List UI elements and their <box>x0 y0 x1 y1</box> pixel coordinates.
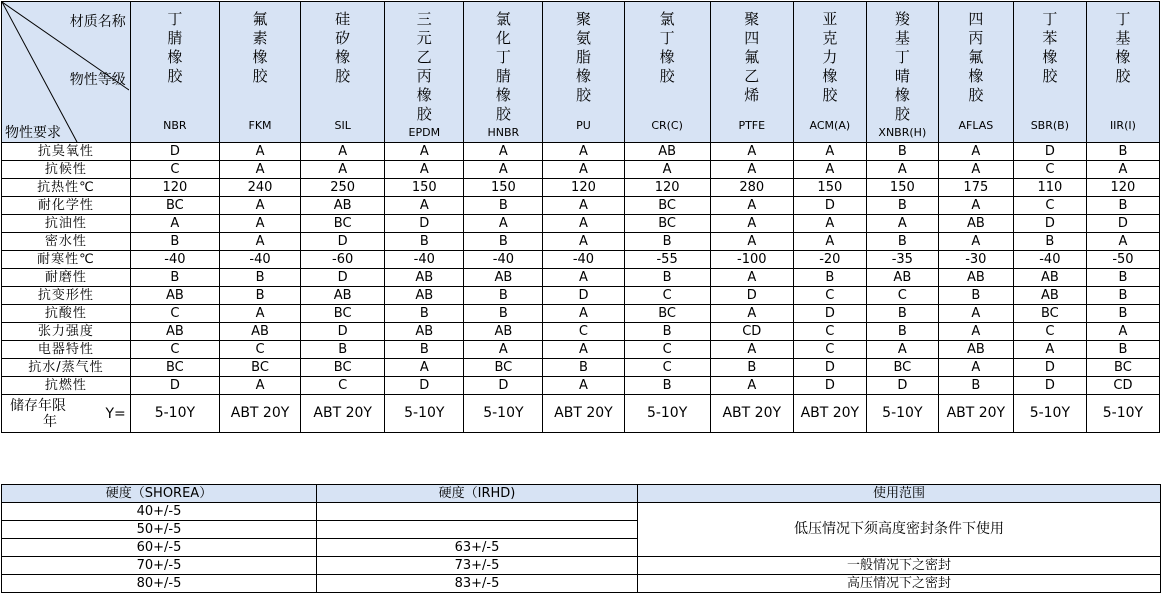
usage-cell-high-pressure: 高压情况下之密封 <box>638 575 1161 593</box>
property-value-cell: 240 <box>219 179 300 197</box>
property-value-cell: -40 <box>464 251 543 269</box>
property-value-cell: C <box>624 341 710 359</box>
property-value-cell: A <box>301 161 385 179</box>
property-value-cell: A <box>1086 161 1159 179</box>
property-value-cell: B <box>130 269 219 287</box>
property-value-cell: B <box>710 359 793 377</box>
property-label: 抗酸性 <box>2 305 131 323</box>
property-value-cell: B <box>385 341 464 359</box>
property-label: 张力强度 <box>2 323 131 341</box>
property-value-cell: A <box>464 341 543 359</box>
irhd-cell: 73+/-5 <box>317 557 638 575</box>
property-value-cell: A <box>1086 233 1159 251</box>
property-value-cell: D <box>1013 377 1086 395</box>
property-value-cell: B <box>301 341 385 359</box>
material-code: ACM(A) <box>809 119 851 132</box>
property-value-cell: B <box>464 305 543 323</box>
material-code: HNBR <box>487 126 520 139</box>
header-shore-hardness: 硬度（SHOREA） <box>2 485 317 503</box>
property-value-cell: -40 <box>543 251 624 269</box>
storage-value-cell: ABT 20Y <box>938 395 1013 433</box>
property-row <box>2 143 1160 161</box>
shore-cell: 40+/-5 <box>2 503 317 521</box>
property-value-cell: D <box>710 287 793 305</box>
irhd-cell: 83+/-5 <box>317 575 638 593</box>
property-value-cell: 110 <box>1013 179 1086 197</box>
irhd-cell <box>317 503 638 521</box>
property-row <box>2 323 1160 341</box>
material-name: 聚氨脂橡胶 <box>575 10 591 104</box>
property-value-cell: B <box>464 197 543 215</box>
storage-value-cell: ABT 20Y <box>219 395 300 433</box>
storage-value-cell: 5-10Y <box>464 395 543 433</box>
property-value-cell: AB <box>385 287 464 305</box>
material-code: SIL <box>334 119 351 132</box>
material-properties-table <box>1 1 1160 433</box>
material-code: CR(C) <box>651 119 683 132</box>
property-value-cell: B <box>464 287 543 305</box>
property-value-cell: D <box>130 377 219 395</box>
material-name: 丁基橡胶 <box>1115 10 1131 85</box>
property-value-cell: A <box>219 143 300 161</box>
property-value-cell: 150 <box>866 179 938 197</box>
material-header-aflas <box>938 2 1013 143</box>
property-label: 抗候性 <box>2 161 131 179</box>
property-value-cell: BC <box>624 215 710 233</box>
property-value-cell: A <box>624 161 710 179</box>
material-code: IIR(I) <box>1109 119 1136 132</box>
property-value-cell: B <box>385 305 464 323</box>
property-value-cell: A <box>385 197 464 215</box>
property-value-cell: C <box>1013 161 1086 179</box>
property-value-cell: B <box>866 233 938 251</box>
material-name: 羧基丁晴橡胶 <box>894 10 910 123</box>
material-code: NBR <box>163 119 187 132</box>
storage-value-cell: ABT 20Y <box>793 395 866 433</box>
material-header-fkm <box>219 2 300 143</box>
property-row <box>2 377 1160 395</box>
property-value-cell: CD <box>1086 377 1159 395</box>
property-value-cell: 150 <box>793 179 866 197</box>
property-value-cell: AB <box>1013 269 1086 287</box>
property-value-cell: B <box>793 269 866 287</box>
usage-cell-low-pressure: 低压情况下须高度密封条件下使用 <box>638 503 1161 557</box>
material-header-pu <box>543 2 624 143</box>
property-value-cell: B <box>130 233 219 251</box>
property-value-cell: A <box>866 341 938 359</box>
property-row <box>2 197 1160 215</box>
property-row <box>2 287 1160 305</box>
storage-label-left: 储存年限 年 <box>10 397 66 430</box>
property-row <box>2 179 1160 197</box>
property-value-cell: A <box>543 233 624 251</box>
property-value-cell: A <box>543 341 624 359</box>
property-value-cell: A <box>464 161 543 179</box>
material-header-ptfe <box>710 2 793 143</box>
material-header-nbr <box>130 2 219 143</box>
material-name: 硅矽橡胶 <box>335 10 351 85</box>
property-value-cell: A <box>710 305 793 323</box>
property-value-cell: AB <box>464 323 543 341</box>
property-value-cell: B <box>938 377 1013 395</box>
property-value-cell: -60 <box>301 251 385 269</box>
storage-value-cell: 5-10Y <box>866 395 938 433</box>
property-label: 耐化学性 <box>2 197 131 215</box>
property-row <box>2 161 1160 179</box>
corner-header-cell <box>2 2 131 143</box>
property-value-cell: A <box>219 305 300 323</box>
property-value-cell: A <box>710 377 793 395</box>
material-code: EPDM <box>408 126 441 139</box>
material-code: AFLAS <box>958 119 994 132</box>
property-value-cell: B <box>1086 287 1159 305</box>
property-label: 抗油性 <box>2 215 131 233</box>
property-value-cell: AB <box>385 323 464 341</box>
property-value-cell: A <box>543 377 624 395</box>
shore-cell: 60+/-5 <box>2 539 317 557</box>
property-label: 抗水/蒸气性 <box>2 359 131 377</box>
property-value-cell: B <box>464 233 543 251</box>
property-value-cell: B <box>866 305 938 323</box>
material-header-sbrb <box>1013 2 1086 143</box>
property-value-cell: -40 <box>219 251 300 269</box>
property-value-cell: A <box>938 233 1013 251</box>
property-value-cell: B <box>1086 269 1159 287</box>
irhd-cell <box>317 521 638 539</box>
property-value-cell: D <box>464 377 543 395</box>
property-row <box>2 341 1160 359</box>
property-value-cell: B <box>866 323 938 341</box>
property-value-cell: B <box>624 233 710 251</box>
property-value-cell: BC <box>1086 359 1159 377</box>
property-value-cell: C <box>1013 197 1086 215</box>
property-value-cell: BC <box>130 359 219 377</box>
property-value-cell: -40 <box>385 251 464 269</box>
property-value-cell: A <box>938 197 1013 215</box>
property-value-cell: D <box>385 215 464 233</box>
property-value-cell: B <box>1086 341 1159 359</box>
property-label: 抗热性℃ <box>2 179 131 197</box>
storage-value-cell: 5-10Y <box>1013 395 1086 433</box>
storage-value-cell: 5-10Y <box>385 395 464 433</box>
property-value-cell: A <box>710 143 793 161</box>
material-code: PU <box>576 119 591 132</box>
property-value-cell: C <box>793 341 866 359</box>
property-value-cell: A <box>543 269 624 287</box>
property-value-cell: BC <box>219 359 300 377</box>
material-header-xnbrh <box>866 2 938 143</box>
property-row <box>2 215 1160 233</box>
property-value-cell: C <box>219 341 300 359</box>
property-value-cell: A <box>543 143 624 161</box>
property-value-cell: A <box>543 161 624 179</box>
property-value-cell: BC <box>301 359 385 377</box>
property-value-cell: A <box>543 197 624 215</box>
property-value-cell: BC <box>866 359 938 377</box>
property-value-cell: AB <box>464 269 543 287</box>
property-value-cell: AB <box>1013 287 1086 305</box>
property-value-cell: AB <box>624 143 710 161</box>
shore-cell: 50+/-5 <box>2 521 317 539</box>
property-value-cell: A <box>543 305 624 323</box>
property-row <box>2 269 1160 287</box>
property-value-cell: D <box>1086 215 1159 233</box>
property-value-cell: 120 <box>543 179 624 197</box>
property-value-cell: D <box>866 377 938 395</box>
property-value-cell: C <box>793 323 866 341</box>
property-value-cell: CD <box>710 323 793 341</box>
property-value-cell: C <box>301 377 385 395</box>
property-value-cell: D <box>793 377 866 395</box>
property-value-cell: C <box>543 323 624 341</box>
property-value-cell: AB <box>938 215 1013 233</box>
material-header-sil <box>301 2 385 143</box>
property-value-cell: A <box>385 161 464 179</box>
property-value-cell: C <box>793 287 866 305</box>
property-value-cell: A <box>710 269 793 287</box>
property-label: 抗变形性 <box>2 287 131 305</box>
property-value-cell: 120 <box>624 179 710 197</box>
property-row <box>2 305 1160 323</box>
property-value-cell: -50 <box>1086 251 1159 269</box>
corner-property-requirement-label: 物性要求 <box>5 125 61 141</box>
property-value-cell: D <box>793 197 866 215</box>
property-value-cell: A <box>219 377 300 395</box>
property-value-cell: A <box>219 161 300 179</box>
property-value-cell: AB <box>301 287 385 305</box>
shore-cell: 70+/-5 <box>2 557 317 575</box>
property-value-cell: A <box>301 143 385 161</box>
property-value-cell: B <box>543 359 624 377</box>
property-value-cell: 150 <box>385 179 464 197</box>
property-value-cell: C <box>1013 323 1086 341</box>
property-value-cell: A <box>938 359 1013 377</box>
property-value-cell: B <box>866 197 938 215</box>
property-value-cell: AB <box>866 269 938 287</box>
material-name: 氟素橡胶 <box>252 10 268 85</box>
property-value-cell: A <box>710 341 793 359</box>
material-code: XNBR(H) <box>878 126 927 139</box>
material-name: 丁腈橡胶 <box>167 10 183 85</box>
property-value-cell: A <box>1086 323 1159 341</box>
material-name: 丁苯橡胶 <box>1042 10 1058 85</box>
irhd-cell: 63+/-5 <box>317 539 638 557</box>
property-label: 耐寒性℃ <box>2 251 131 269</box>
property-label: 抗燃性 <box>2 377 131 395</box>
property-value-cell: 175 <box>938 179 1013 197</box>
storage-value-cell: ABT 20Y <box>301 395 385 433</box>
property-value-cell: B <box>1086 305 1159 323</box>
property-value-cell: A <box>385 143 464 161</box>
property-value-cell: 120 <box>1086 179 1159 197</box>
property-value-cell: 250 <box>301 179 385 197</box>
corner-property-grade-label: 物性等级 <box>69 72 126 88</box>
property-label: 耐磨性 <box>2 269 131 287</box>
property-value-cell: D <box>793 359 866 377</box>
property-value-cell: -100 <box>710 251 793 269</box>
property-value-cell: B <box>1013 233 1086 251</box>
material-header-hnbr <box>464 2 543 143</box>
property-value-cell: BC <box>624 197 710 215</box>
property-value-cell: 150 <box>464 179 543 197</box>
property-value-cell: D <box>301 269 385 287</box>
material-code: FKM <box>248 119 272 132</box>
property-value-cell: A <box>710 197 793 215</box>
property-value-cell: A <box>793 143 866 161</box>
property-value-cell: BC <box>301 215 385 233</box>
property-row <box>2 359 1160 377</box>
property-value-cell: D <box>1013 359 1086 377</box>
property-value-cell: B <box>938 287 1013 305</box>
property-value-cell: BC <box>1013 305 1086 323</box>
property-label: 电器特性 <box>2 341 131 359</box>
property-value-cell: 280 <box>710 179 793 197</box>
storage-value-cell: 5-10Y <box>130 395 219 433</box>
property-value-cell: BC <box>130 197 219 215</box>
property-value-cell: D <box>1013 215 1086 233</box>
storage-label-right: Y= <box>105 405 126 422</box>
property-value-cell: B <box>219 269 300 287</box>
property-value-cell: AB <box>130 287 219 305</box>
property-value-cell: A <box>543 215 624 233</box>
property-value-cell: -40 <box>1013 251 1086 269</box>
property-value-cell: A <box>710 161 793 179</box>
material-header-iiri <box>1086 2 1159 143</box>
usage-cell-general: 一般情况下之密封 <box>638 557 1161 575</box>
property-value-cell: -40 <box>130 251 219 269</box>
storage-value-cell: 5-10Y <box>624 395 710 433</box>
property-value-cell: B <box>385 233 464 251</box>
storage-value-cell: ABT 20Y <box>710 395 793 433</box>
property-value-cell: D <box>543 287 624 305</box>
header-usage-range: 使用范围 <box>638 485 1161 503</box>
property-value-cell: A <box>464 143 543 161</box>
property-value-cell: A <box>710 233 793 251</box>
property-value-cell: A <box>219 197 300 215</box>
property-value-cell: AB <box>219 323 300 341</box>
property-value-cell: A <box>793 215 866 233</box>
property-value-cell: AB <box>938 269 1013 287</box>
material-header-crc <box>624 2 710 143</box>
property-value-cell: B <box>624 323 710 341</box>
property-value-cell: B <box>1086 143 1159 161</box>
material-code: SBR(B) <box>1030 119 1070 132</box>
property-value-cell: AB <box>938 341 1013 359</box>
property-value-cell: AB <box>385 269 464 287</box>
property-value-cell: D <box>385 377 464 395</box>
property-value-cell: 120 <box>130 179 219 197</box>
material-name: 亚克力橡胶 <box>822 10 838 104</box>
property-value-cell: A <box>130 215 219 233</box>
property-value-cell: A <box>938 305 1013 323</box>
storage-label-cell <box>2 395 131 433</box>
storage-value-cell: 5-10Y <box>1086 395 1159 433</box>
property-value-cell: D <box>301 323 385 341</box>
material-name: 三元乙丙橡胶 <box>416 10 432 123</box>
property-value-cell: C <box>130 161 219 179</box>
material-code: PTFE <box>738 119 766 132</box>
corner-material-name-label: 材质名称 <box>69 14 126 30</box>
property-value-cell: BC <box>464 359 543 377</box>
property-value-cell: -35 <box>866 251 938 269</box>
property-value-cell: C <box>624 359 710 377</box>
property-value-cell: -30 <box>938 251 1013 269</box>
property-value-cell: B <box>866 143 938 161</box>
material-header-acma <box>793 2 866 143</box>
property-value-cell: BC <box>301 305 385 323</box>
property-value-cell: A <box>938 161 1013 179</box>
shore-cell: 80+/-5 <box>2 575 317 593</box>
property-value-cell: A <box>219 215 300 233</box>
property-value-cell: A <box>710 215 793 233</box>
property-value-cell: D <box>793 305 866 323</box>
material-name: 聚四氟乙烯 <box>744 10 760 104</box>
property-value-cell: A <box>793 233 866 251</box>
property-value-cell: B <box>624 269 710 287</box>
property-value-cell: -20 <box>793 251 866 269</box>
material-name: 氯丁橡胶 <box>659 10 675 85</box>
property-value-cell: A <box>866 161 938 179</box>
property-value-cell: B <box>624 377 710 395</box>
hardness-table <box>1 484 1161 593</box>
property-label: 密水性 <box>2 233 131 251</box>
material-name: 四丙氟橡胶 <box>968 10 984 104</box>
property-value-cell: C <box>866 287 938 305</box>
property-value-cell: A <box>793 161 866 179</box>
property-row <box>2 233 1160 251</box>
property-value-cell: -55 <box>624 251 710 269</box>
property-value-cell: C <box>130 341 219 359</box>
property-value-cell: A <box>219 233 300 251</box>
property-value-cell: B <box>1086 197 1159 215</box>
material-header-epdm <box>385 2 464 143</box>
property-value-cell: C <box>624 287 710 305</box>
property-value-cell: D <box>301 233 385 251</box>
property-value-cell: AB <box>301 197 385 215</box>
header-irhd-hardness: 硬度（IRHD) <box>317 485 638 503</box>
property-value-cell: C <box>130 305 219 323</box>
property-value-cell: A <box>866 215 938 233</box>
property-value-cell: D <box>1013 143 1086 161</box>
material-name: 氯化丁腈橡胶 <box>495 10 511 123</box>
property-label: 抗臭氧性 <box>2 143 131 161</box>
property-value-cell: A <box>1013 341 1086 359</box>
property-value-cell: BC <box>624 305 710 323</box>
property-value-cell: AB <box>130 323 219 341</box>
property-value-cell: B <box>219 287 300 305</box>
property-value-cell: A <box>464 215 543 233</box>
property-value-cell: D <box>130 143 219 161</box>
property-value-cell: A <box>938 143 1013 161</box>
property-row <box>2 251 1160 269</box>
storage-value-cell: ABT 20Y <box>543 395 624 433</box>
property-value-cell: A <box>938 323 1013 341</box>
property-value-cell: A <box>385 359 464 377</box>
